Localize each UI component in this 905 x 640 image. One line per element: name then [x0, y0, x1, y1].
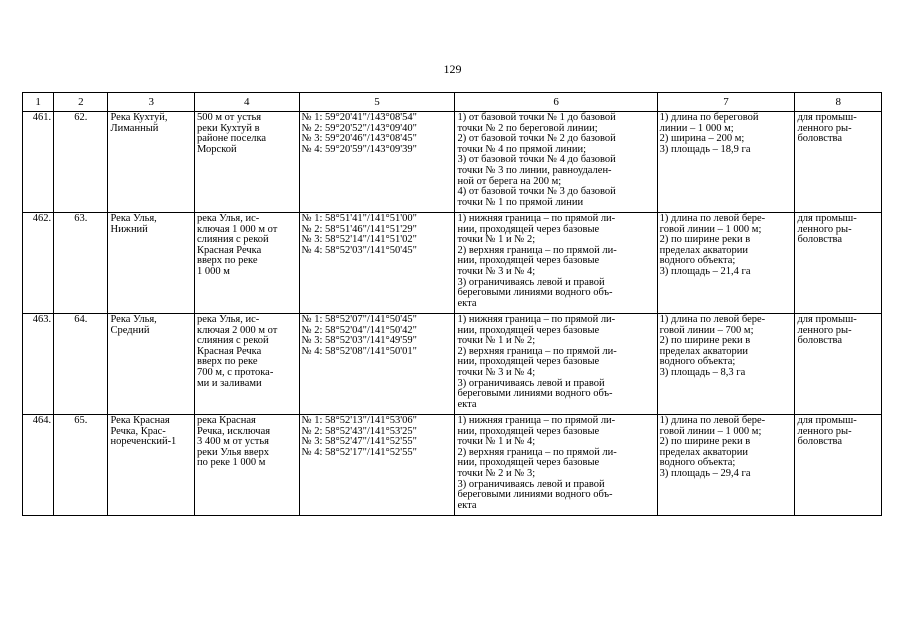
cell-line: екта	[457, 297, 477, 309]
cell-line: для промыш-	[797, 213, 857, 224]
boundaries-cell	[455, 415, 657, 516]
cell-line: слияния с рекой	[196, 335, 269, 347]
cell-line: для промыш-	[797, 415, 857, 426]
cell-line: Речка, Крас-	[110, 425, 166, 437]
cell-line: 4) от базовой точки № 3 до базовой	[457, 186, 616, 198]
cell-line: № 1: 58°52'07"/141°50'45"	[301, 314, 417, 325]
cell-line: № 3: 59°20'46"/143°08'45"	[301, 133, 417, 145]
section-number-cell: 65.	[54, 415, 108, 516]
cell-line: № 1: 58°52'13"/141°53'06"	[301, 415, 417, 426]
coordinates-cell	[299, 213, 455, 314]
cell-line: 3) площадь – 8,3 га	[659, 366, 746, 378]
cell-line: екта	[457, 499, 477, 511]
column-header: 8	[795, 93, 882, 112]
column-header: 4	[194, 93, 299, 112]
coordinates-cell	[299, 112, 455, 213]
cell-line: реки Кухтуй в	[196, 122, 260, 134]
cell-line: береговыми линиями водного объ-	[457, 388, 613, 400]
cell-line: 2) от базовой точки № 2 до базовой	[457, 133, 616, 145]
row-number-cell: 461.	[23, 112, 54, 213]
column-header: 5	[299, 93, 455, 112]
cell-line: ленного ры-	[797, 122, 852, 134]
cell-line: боловства	[797, 335, 843, 347]
cell-line: 1) нижняя граница – по прямой ли-	[457, 415, 616, 426]
cell-line: река Красная	[196, 415, 256, 426]
cell-line: екта	[457, 398, 477, 410]
cell-line: № 4: 58°52'17"/141°52'55"	[301, 446, 417, 458]
cell-line: 3 400 м от устья	[196, 436, 269, 448]
cell-line: ленного ры-	[797, 223, 852, 235]
boundaries-cell	[455, 213, 657, 314]
cell-line: 1) длина по левой бере-	[659, 314, 766, 325]
cell-line: Красная Речка	[196, 345, 262, 357]
cell-line: для промыш-	[797, 314, 857, 325]
column-header: 2	[54, 93, 108, 112]
cell-line: 3) площадь – 18,9 га	[659, 143, 751, 155]
cell-line: № 1: 58°51'41"/141°51'00"	[301, 213, 417, 224]
parameters-cell	[657, 213, 795, 314]
cell-line: говой линии – 1 000 м;	[659, 425, 762, 437]
site-name-cell	[108, 213, 195, 314]
cell-line: ключая 1 000 м от	[196, 223, 278, 235]
cell-line: № 3: 58°52'47"/141°52'55"	[301, 436, 417, 448]
cell-line: точки № 3 и № 4;	[457, 265, 536, 277]
purpose-cell	[795, 112, 882, 213]
table-row	[23, 213, 882, 314]
cell-line: Морской	[196, 143, 237, 155]
row-number-cell: 463.	[23, 314, 54, 415]
cell-line: № 2: 58°51'46"/141°51'29"	[301, 223, 417, 235]
cell-line: боловства	[797, 133, 843, 145]
cell-line: точки № 1 по прямой линии	[457, 196, 584, 208]
location-cell	[194, 112, 299, 213]
cell-line: точки № 4 по прямой линии;	[457, 143, 587, 155]
column-header: 1	[23, 93, 54, 112]
cell-line: 1 000 м	[196, 265, 230, 277]
cell-line: нии, проходящей через базовые	[457, 356, 600, 368]
cell-line: 1) нижняя граница – по прямой ли-	[457, 213, 616, 224]
cell-line: 2) по ширине реки в	[659, 335, 751, 347]
site-name-cell	[108, 415, 195, 516]
cell-line: водного объекта;	[659, 255, 736, 267]
cell-line: 2) ширина – 200 м;	[659, 133, 745, 145]
cell-line: говой линии – 700 м;	[659, 324, 754, 336]
cell-line: река Улья, ис-	[196, 213, 260, 224]
parameters-cell	[657, 314, 795, 415]
table-row	[23, 112, 882, 213]
cell-line: для промыш-	[797, 112, 857, 123]
cell-line: боловства	[797, 436, 843, 448]
cell-line: 2) верхняя граница – по прямой ли-	[457, 244, 617, 256]
coordinates-cell	[299, 314, 455, 415]
table-row	[23, 415, 882, 516]
cell-line: 3) площадь – 21,4 га	[659, 265, 751, 277]
cell-line: Речка, исключая	[196, 425, 271, 437]
parameters-cell	[657, 415, 795, 516]
cell-line: 700 м, с протока-	[196, 366, 274, 378]
cell-line: нии, проходящей через базовые	[457, 324, 600, 336]
cell-line: 2) по ширине реки в	[659, 234, 751, 246]
cell-line: говой линии – 1 000 м;	[659, 223, 762, 235]
cell-line: 1) длина по левой бере-	[659, 213, 766, 224]
location-cell	[194, 415, 299, 516]
cell-line: река Улья, ис-	[196, 314, 260, 325]
cell-line: ной от берега на 200 м;	[457, 175, 562, 187]
cell-line: точки № 3 и № 4;	[457, 366, 536, 378]
cell-line: береговыми линиями водного объ-	[457, 489, 613, 501]
cell-line: нии, проходящей через базовые	[457, 457, 600, 469]
cell-line: пределах акватории	[659, 446, 748, 458]
cell-line: нии, проходящей через базовые	[457, 223, 600, 235]
cell-line: вверх по реке	[196, 255, 258, 267]
cell-line: точки № 1 и № 2;	[457, 335, 536, 347]
cell-line: водного объекта;	[659, 356, 736, 368]
cell-line: 3) ограничиваясь левой и правой	[457, 478, 605, 490]
cell-line: 2) верхняя граница – по прямой ли-	[457, 345, 617, 357]
cell-line: Лиманный	[110, 122, 159, 134]
cell-line: ленного ры-	[797, 425, 852, 437]
cell-line: Средний	[110, 324, 150, 336]
cell-line: боловства	[797, 234, 843, 246]
cell-line: № 1: 59°20'41"/143°08'54"	[301, 112, 417, 123]
cell-line: береговыми линиями водного объ-	[457, 287, 613, 299]
cell-line: 1) длина по береговой	[659, 112, 759, 123]
boundaries-cell	[455, 112, 657, 213]
cell-line: Река Красная	[110, 415, 170, 426]
cell-line: по реке 1 000 м	[196, 457, 266, 469]
site-name-cell	[108, 314, 195, 415]
cell-line: 1) от базовой точки № 1 до базовой	[457, 112, 616, 123]
cell-line: № 4: 59°20'59"/143°09'39"	[301, 143, 417, 155]
cell-line: 3) от базовой точки № 4 до базовой	[457, 154, 616, 166]
cell-line: № 4: 58°52'08"/141°50'01"	[301, 345, 417, 357]
column-header: 6	[455, 93, 657, 112]
row-number-cell: 464.	[23, 415, 54, 516]
cell-line: 1) нижняя граница – по прямой ли-	[457, 314, 616, 325]
cell-line: Река Улья,	[110, 213, 157, 224]
cell-line: точки № 1 и № 2;	[457, 234, 536, 246]
cell-line: слияния с рекой	[196, 234, 269, 246]
header-row	[23, 93, 882, 112]
section-number-cell: 62.	[54, 112, 108, 213]
page-number: 129	[443, 62, 462, 76]
cell-line: 2) верхняя граница – по прямой ли-	[457, 446, 617, 458]
cell-line: нореченский-1	[110, 436, 177, 448]
table-body	[23, 112, 882, 516]
cell-line: № 2: 58°52'43"/141°53'25"	[301, 425, 417, 437]
column-header: 3	[108, 93, 195, 112]
cell-line: точки № 2 по береговой линии;	[457, 122, 598, 134]
section-number-cell: 63.	[54, 213, 108, 314]
coordinates-cell	[299, 415, 455, 516]
cell-line: № 3: 58°52'03"/141°49'59"	[301, 335, 417, 347]
cell-line: точки № 3 по линии, равноудален-	[457, 164, 612, 176]
cell-line: 3) ограничиваясь левой и правой	[457, 276, 605, 288]
purpose-cell	[795, 314, 882, 415]
column-header: 7	[657, 93, 795, 112]
cell-line: 500 м от устья	[196, 112, 262, 123]
cell-line: ключая 2 000 м от	[196, 324, 278, 336]
cell-line: нии, проходящей через базовые	[457, 255, 600, 267]
cell-line: Река Улья,	[110, 314, 157, 325]
cell-line: районе поселка	[196, 133, 267, 145]
cell-line: линии – 1 000 м;	[659, 122, 734, 134]
cell-line: Красная Речка	[196, 244, 262, 256]
cell-line: реки Улья вверх	[196, 446, 269, 458]
cell-line: вверх по реке	[196, 356, 258, 368]
cell-line: № 3: 58°52'14"/141°51'02"	[301, 234, 417, 246]
cell-line: нии, проходящей через базовые	[457, 425, 600, 437]
cell-line: 2) по ширине реки в	[659, 436, 751, 448]
cell-line: пределах акватории	[659, 345, 748, 357]
site-name-cell	[108, 112, 195, 213]
cell-line: точки № 2 и № 3;	[457, 467, 536, 479]
cell-line: 3) ограничиваясь левой и правой	[457, 377, 605, 389]
location-cell	[194, 314, 299, 415]
purpose-cell	[795, 415, 882, 516]
cell-line: пределах акватории	[659, 244, 748, 256]
cell-line: № 2: 58°52'04"/141°50'42"	[301, 324, 417, 336]
cell-line: точки № 1 и № 4;	[457, 436, 536, 448]
cell-line: № 4: 58°52'03"/141°50'45"	[301, 244, 417, 256]
cell-line: водного объекта;	[659, 457, 736, 469]
purpose-cell	[795, 213, 882, 314]
cell-line: Река Кухтуй,	[110, 112, 168, 123]
cell-line: 1) длина по левой бере-	[659, 415, 766, 426]
table-row	[23, 314, 882, 415]
parameters-cell	[657, 112, 795, 213]
cell-line: ми и заливами	[196, 377, 262, 389]
section-number-cell: 64.	[54, 314, 108, 415]
location-cell	[194, 213, 299, 314]
cell-line: Нижний	[110, 223, 148, 235]
cell-line: 3) площадь – 29,4 га	[659, 467, 751, 479]
cell-line: ленного ры-	[797, 324, 852, 336]
row-number-cell: 462.	[23, 213, 54, 314]
fishing-sites-table	[22, 92, 882, 516]
boundaries-cell	[455, 314, 657, 415]
cell-line: № 2: 59°20'52"/143°09'40"	[301, 122, 417, 134]
